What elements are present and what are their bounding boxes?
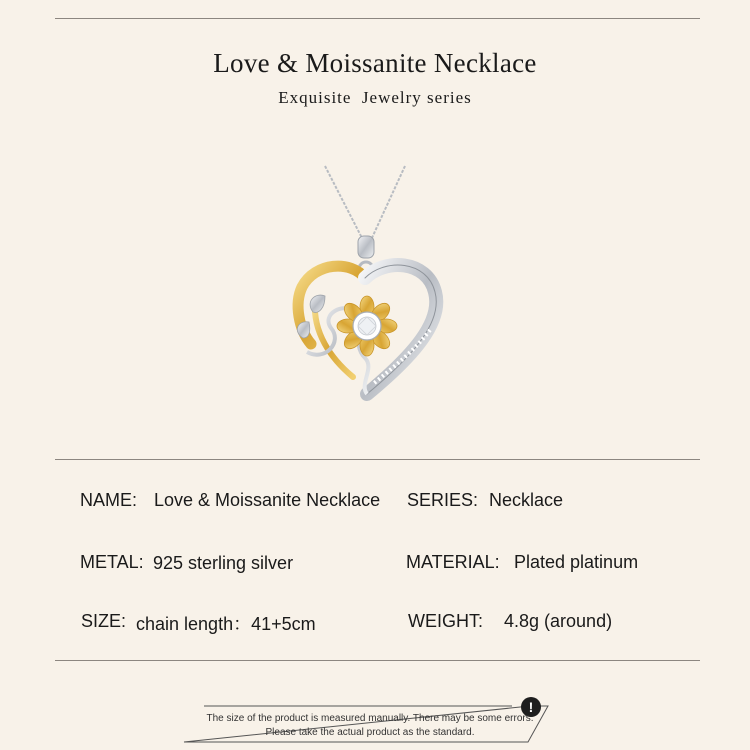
spec-size-label: SIZE: [81, 611, 127, 631]
spec-series-value: Necklace [489, 490, 564, 510]
disclaimer-notice [182, 696, 558, 746]
spec-size-value: chain length：41+5cm [136, 614, 316, 634]
middle-divider [55, 459, 700, 460]
spec-name-value: Love & Moissanite Necklace [154, 490, 381, 510]
spec-name-label: NAME: [80, 490, 138, 510]
spec-weight-label: WEIGHT: [408, 611, 483, 631]
disclaimer-line-1: The size of the product is measured manually. There may be some errors. [206, 713, 534, 724]
heart-sunflower-pendant-icon [285, 162, 455, 424]
bottom-divider [55, 660, 700, 661]
spec-metal-label: METAL: [80, 552, 144, 572]
spec-material-label: MATERIAL: [406, 552, 500, 572]
page-subtitle: Exquisite Jewelry series [278, 88, 472, 107]
page-title: Love & Moissanite Necklace [213, 48, 537, 78]
spec-material-value: Plated platinum [514, 552, 639, 572]
exclamation-icon: ! [521, 697, 541, 717]
spec-weight-value: 4.8g (around) [504, 611, 613, 631]
spec-metal-value: 925 sterling silver [153, 553, 294, 573]
spec-series-label: SERIES: [407, 490, 479, 510]
disclaimer-line-2: Please take the actual product as the standard. [265, 727, 475, 738]
top-divider [55, 18, 700, 19]
disclaimer-text [182, 712, 558, 740]
